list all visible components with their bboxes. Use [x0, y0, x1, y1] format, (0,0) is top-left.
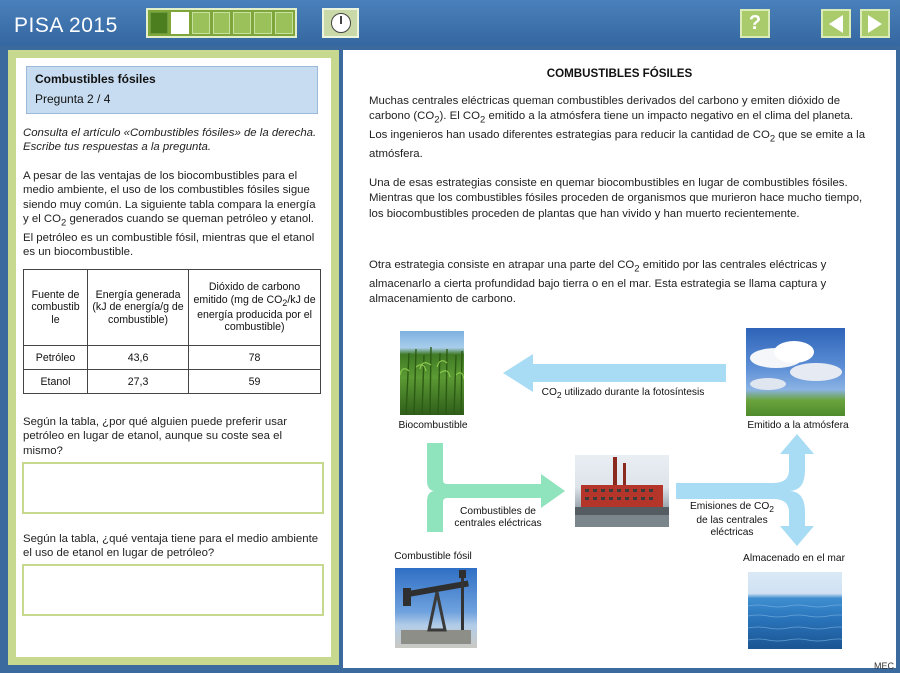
sea-storage-label: Almacenado en el mar: [743, 553, 845, 564]
table-header-fuel: Fuente de combustib le: [24, 270, 88, 346]
article-paragraph-3: Otra estrategia consiste en atrapar una parte del $CO_2$ emitido por las centrales eléctricas y almacenarlo a cierta profundidad bajo tierra o en el mar. Esta estrategia se llama captura y almacenamiento de carbono.: [369, 259, 827, 306]
pisa-logo: PISA 2015: [14, 14, 118, 37]
plant-fuels-label: Combustibles de centrales eléctricas: [454, 506, 542, 529]
article-paragraph-2: Una de esas estrategias consiste en quemar biocombustibles en lugar de combustibles fósiles. Mientras que los combustibles fósiles proceden de organismos que murieron hace mucho tiempo, los biocombustibles proceden de plantas que han vivido y han muerto recientemente.: [369, 177, 863, 220]
table-row: [24, 370, 321, 394]
photosynthesis-label: $CO_2$ utilizado durante la fotosíntesis: [541, 387, 705, 401]
answer-1-input[interactable]: [22, 462, 324, 514]
arrow-left-icon: [829, 15, 843, 33]
atmosphere-label: Emitido a la atmósfera: [747, 420, 849, 431]
question-panel: [8, 50, 339, 665]
fuel-comparison-table: [23, 269, 321, 394]
top-bar: [0, 0, 900, 46]
sky-clouds-image: [746, 328, 845, 416]
arrow-right-icon: [868, 15, 882, 33]
waves-icon: [748, 572, 842, 649]
oil-pump-image: [395, 568, 477, 648]
progress-segment: [213, 12, 231, 34]
table-cell-energy: 27,3: [88, 370, 189, 394]
table-cell-energy: 43,6: [88, 346, 189, 370]
question-panel-inner: [16, 58, 331, 657]
progress-segment: [254, 12, 272, 34]
question-1-text: Según la tabla, ¿por qué alguien puede preferir usar petróleo en lugar de etanol, aunque su coste sea el mismo?: [23, 416, 288, 457]
table-header-co2: Dióxido de carbono emitido (mg de $CO_2/kJ$ de energía producida por el combustible): [189, 270, 321, 346]
progress-segment: [233, 12, 251, 34]
table-header-row: [24, 270, 321, 346]
table-cell-co2: 78: [189, 346, 321, 370]
factory-icon: [575, 455, 669, 527]
timer-button[interactable]: [322, 8, 359, 38]
footer-credit: MEC: [874, 661, 894, 671]
oil-pump-icon: [395, 568, 477, 648]
question-mark-icon: ?: [748, 12, 762, 34]
next-button[interactable]: [860, 9, 890, 38]
progress-segment: [150, 12, 168, 34]
fossil-fuel-label: Combustible fósil: [394, 551, 472, 562]
question-title: Combustibles fósiles: [35, 72, 156, 86]
table-row: [24, 346, 321, 370]
biofuel-label: Biocombustible: [398, 420, 468, 431]
table-header-energy: Energía generada (kJ de energía/g de combustible): [88, 270, 189, 346]
article-panel: [343, 50, 896, 668]
article-title: COMBUSTIBLES FÓSILES: [546, 67, 693, 80]
table-cell-fuel: Petróleo: [24, 346, 88, 370]
plant-emissions-label: Emisiones de $CO_2$ de las centrales eléctricas: [689, 501, 774, 539]
corn-icon: [400, 331, 464, 415]
table-cell-fuel: Etanol: [24, 370, 88, 394]
article-paragraph-1: Muchas centrales eléctricas queman combustibles derivados del carbono y emiten dióxido de carbono $(CO_2)$. El $CO_2$ emitido a la atmósfera tiene un impacto negativo en el clima del planeta. Los ingenieros han usado diferentes estrategias para reducir la cantidad de $CO_2$ que se emite a la atmósfera.: [369, 95, 866, 160]
instructions-text: Consulta el artículo «Combustibles fósiles» de la derecha. Escribe tus respuestas a la pregunta.: [23, 127, 317, 154]
power-plant-image: [575, 455, 669, 527]
question-number: Pregunta 2 / 4: [35, 92, 111, 106]
clouds-icon: [746, 328, 845, 416]
progress-segment: [275, 12, 293, 34]
table-cell-co2: 59: [189, 370, 321, 394]
question-2-text: Según la tabla, ¿qué ventaja tiene para el medio ambiente el uso de etanol en lugar de petróleo?: [23, 533, 319, 560]
progress-bar: [146, 8, 297, 38]
answer-2-input[interactable]: [22, 564, 324, 616]
question-card: [26, 66, 318, 114]
help-button[interactable]: [740, 9, 770, 38]
sea-image: [748, 572, 842, 649]
progress-segment-current: [171, 12, 189, 34]
progress-segment: [192, 12, 210, 34]
back-button[interactable]: [821, 9, 851, 38]
clock-icon: [331, 13, 351, 33]
corn-field-image: [400, 331, 464, 415]
context-paragraph: A pesar de las ventajas de los biocombustibles para el medio ambiente, el uso de los combustibles fósiles sigue siendo muy común. La siguiente tabla compara la energía y el $CO_2$ generados cuando se queman petróleo y etanol. El petróleo es un combustible fósil, mientras que el etanol es un biocombustible.: [23, 170, 316, 259]
